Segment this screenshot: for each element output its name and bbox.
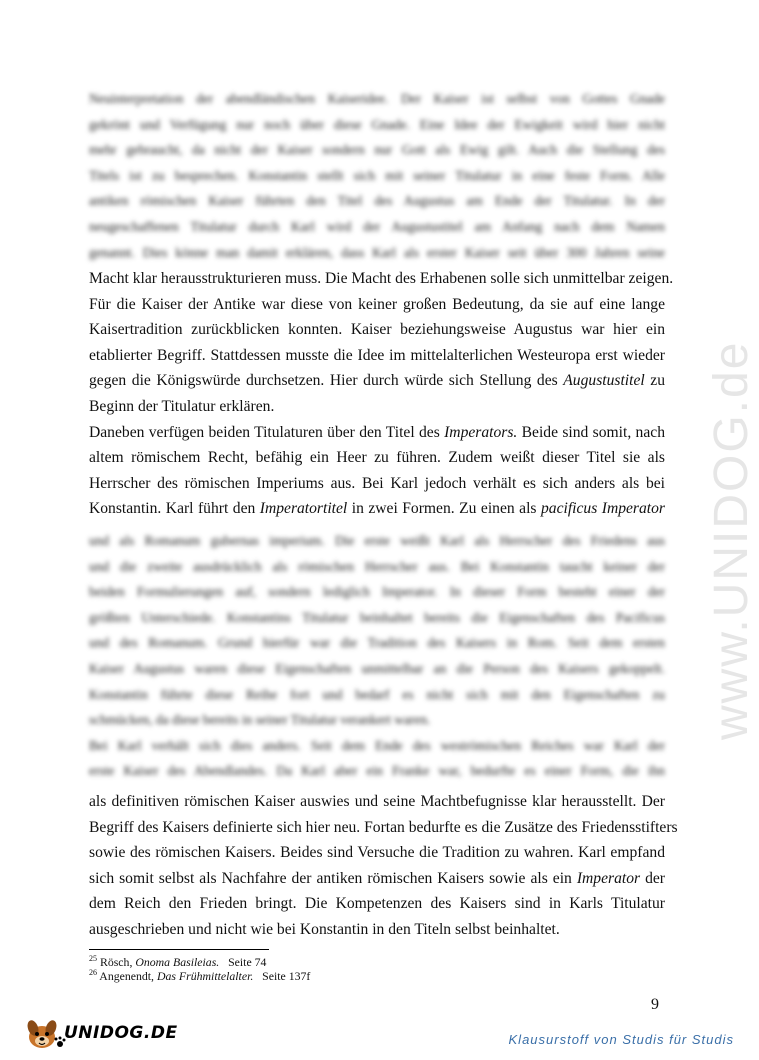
blurred-line: und des Romanum. Grund hierfür war die Tradition des Kaisers in Rom. Seit dem ersten (89, 635, 665, 651)
text-run: sich somit selbst als Nachfahre der antiken römischen Kaisers sowie als ein (89, 869, 577, 887)
footnote-page: Seite 74 (228, 955, 267, 969)
text-line: Begriff des Kaisers definierte sich hier neu. Fortan bedurfte es die Zusätze des Friedensstifters (89, 818, 678, 836)
text-line: sowie des römischen Kaisers. Beides sind Versuche die Tradition zu wahren. Karl empfand (89, 844, 665, 862)
blurred-line: mehr gebraucht, da nicht der Kaiser sondern nur Gott als Ewig gilt. Auch die Stellung des (89, 142, 665, 158)
footnotes (89, 955, 489, 983)
footnote-25 (89, 955, 489, 969)
text-line: als definitiven römischen Kaiser auswies und seine Machtbefugnisse klar herausstellt. Der (89, 793, 665, 810)
text-line (89, 368, 665, 394)
text-line: Herrscher des römischen Imperiums aus. Bei Karl jedoch verhält es sich anders als bei (89, 474, 665, 492)
footnote-number: 26 (89, 968, 97, 978)
text-line: etablierter Begriff. Stattdessen musste die Idee im mittelalterlichen Westeuropa erst wieder (89, 346, 665, 364)
unidog-logo (22, 1017, 178, 1051)
text-line (89, 866, 665, 892)
text-line: Für die Kaiser der Antike war diese von keiner großen Bedeutung, da sie auf eine lange (89, 295, 665, 313)
text-run: zu (644, 372, 665, 390)
blurred-line: beiden Formulierungen auf, sondern lediglich Imperator. In dieser Form besteht einer der (89, 584, 665, 600)
text-line: Kaisertradition zurückblicken konnten. Kaiser beziehungsweise Augustus war hier ein (89, 321, 665, 339)
blurred-line: Kaiser Augustus waren diese Eigenschaften unmittelbar an die Person des Kaisers gekoppelt. (89, 660, 665, 676)
blurred-paragraph-middle (89, 528, 665, 784)
footnote-title: Onoma Basileias. (135, 955, 220, 969)
logo-wordmark: UNIDOG.DE (64, 1023, 178, 1043)
italic-term: Imperators. (444, 423, 518, 441)
footnote-author: Rösch, (97, 955, 136, 969)
page-number: 9 (651, 996, 659, 1013)
italic-term: Augustustitel (563, 372, 645, 390)
blurred-paragraph-top (89, 86, 665, 265)
text-run: der (640, 869, 665, 887)
footnote-author: Angenendt, (97, 969, 157, 983)
blurred-line: Konstantin führte diese Reihe fort und bedarf es nicht sich mit den Eigenschaften zu (89, 686, 665, 702)
text-run: Daneben verfügen beiden Titulaturen über den Titel des (89, 423, 445, 441)
footnote-number: 25 (89, 954, 97, 964)
blurred-line: erste Kaiser des Abendlandes. Da Karl aber ein Franke war, bedurfte es einer Form, die ihn (89, 763, 665, 779)
blurred-line: schmücken, da diese bereits in seiner Titulatur verankert waren. (89, 712, 431, 728)
footnote-title: Das Frühmittelalter. (156, 969, 254, 983)
footnote-26 (89, 969, 489, 983)
text-run: in zwei Formen. Zu einen als (347, 500, 541, 518)
blurred-line: Neuinterpretation der abendländischen Kaiseridee. Der Kaiser ist selbst von Gottes Gnade (89, 91, 665, 106)
text-run: Konstantin. Karl führt den (89, 500, 260, 518)
blurred-line: antiken römischen Kaiser führten den Titel des Augustus am Ende der Titulatur. In der (89, 193, 665, 209)
blurred-line: und als Romanum gubernas imperium. Die erste weißt Karl als Herrscher des Friedens aus (89, 533, 665, 548)
blurred-line: und die zweite ausdrücklich als römischen Herrscher aus. Bei Konstantin taucht keiner der (89, 558, 665, 574)
blurred-line: Bei Karl verhält sich dies anders. Seit dem Ende des weströmischen Reiches war Karl der (89, 737, 665, 753)
italic-term: Imperatortitel (259, 500, 348, 518)
text-line (89, 496, 665, 522)
text-line (89, 420, 665, 446)
italic-term: pacificus Imperator (540, 500, 665, 518)
blurred-line: Titels ist zu besprechen. Konstantin stellt sich mit seiner Titulatur in eine feste Form. Alle (89, 167, 665, 183)
text-line: altem römischem Recht, befähig ein Heer zu führen. Zudem weißt dieser Titel sie als (89, 449, 665, 467)
text-run: Beide sind somit, nach (517, 423, 665, 441)
italic-term: Imperator (576, 869, 641, 887)
text-line: ausgeschrieben und nicht wie bei Konstantin in den Titeln selbst beinhaltet. (89, 920, 560, 938)
text-line: dem Reich den Frieden bringt. Die Kompetenzen des Kaisers sind in Karls Titulatur (89, 895, 665, 913)
blurred-line: genannt. Dies könne man damit erklären, dass Karl als erster Kaiser seit über 300 Jahren seine (89, 244, 665, 260)
text-run: gegen die Königswürde durchsetzen. Hier durch würde sich Stellung des (89, 372, 564, 390)
paragraph-kaiserbegriff (89, 789, 678, 943)
blurred-line: größten Unterschiede. Konstantins Titulatur beinhaltet bereits die Eigenschaften des Pacificus (89, 609, 665, 625)
blurred-line: gekrönt und Verfügung nur noch über diese Gnade. Eine Idee der Ewigkeit wird hier nicht (89, 116, 665, 132)
text-line: Beginn der Titulatur erklären. (89, 397, 275, 415)
blurred-line: neugeschaffenen Titulatur durch Karl wird der Augustustitel am Anfang nach dem Namen (89, 218, 665, 234)
footer-tagline: Klausurstoff von Studis für Studis (508, 1032, 734, 1047)
footnote-page: Seite 137f (262, 969, 311, 983)
watermark: www.UNIDOG.de (705, 340, 758, 740)
dog-icon (22, 1017, 66, 1051)
text-line: Macht klar herausstrukturieren muss. Die Macht des Erhabenen solle sich unmittelbar zeigen. (89, 270, 674, 287)
footnote-divider (89, 949, 269, 950)
paragraph-augustustitel (89, 266, 674, 522)
